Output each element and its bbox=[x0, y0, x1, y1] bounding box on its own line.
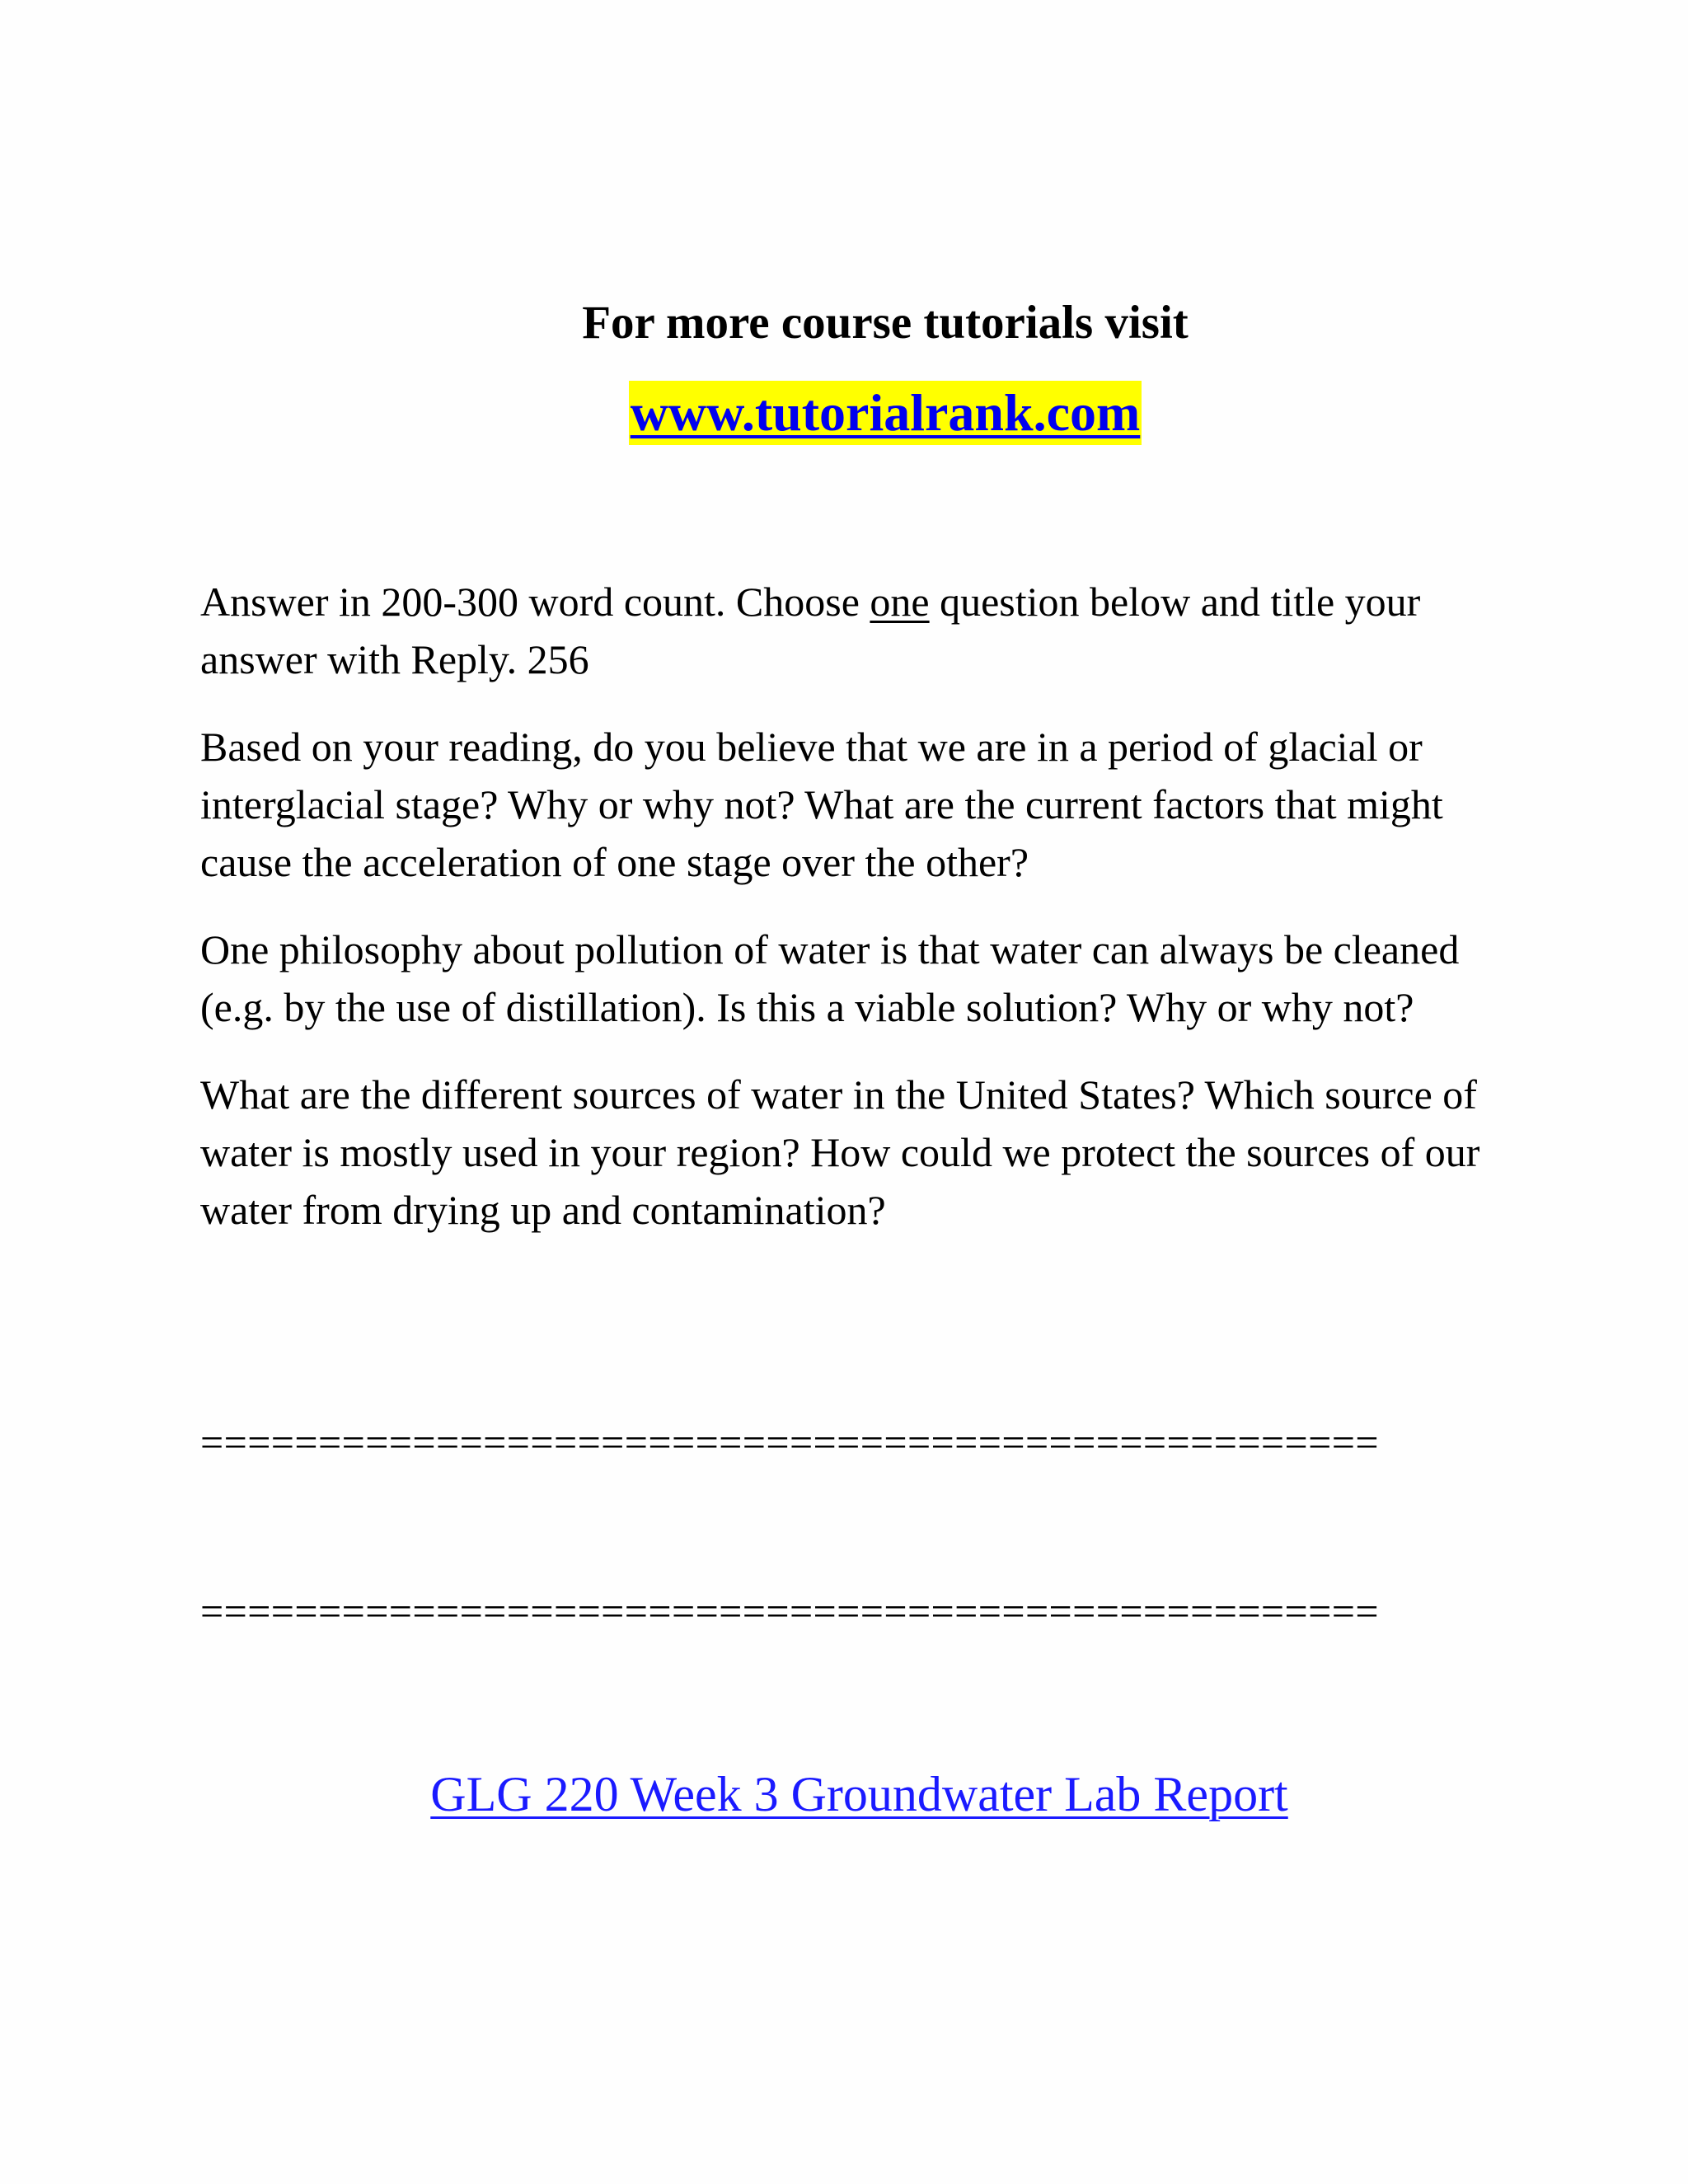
header-title: For more course tutorials visit bbox=[582, 297, 1189, 349]
intro-text-after: question below and title your answer with Reply. 256 bbox=[200, 579, 1421, 682]
intro-emphasis: one bbox=[870, 579, 930, 625]
question-2: One philosophy about pollution of water is that water can always be cleaned (e.g. by the use of distillation). Is this a viable solution? Why or why not? bbox=[200, 926, 1460, 1030]
assignment-body bbox=[200, 573, 1486, 1268]
separator-line: ================================================== bbox=[200, 1419, 1379, 1465]
footer-link-container bbox=[0, 1761, 1688, 1827]
course-title-link[interactable]: GLG 220 Week 3 Groundwater Lab Report bbox=[430, 1767, 1288, 1821]
separator-line: ================================================== bbox=[200, 1588, 1379, 1634]
tutorialrank-link[interactable]: www.tutorialrank.com bbox=[629, 381, 1142, 445]
intro-paragraph bbox=[200, 573, 1486, 688]
question-3: What are the different sources of water in the United States? Which source of water is mostly used in your region? How could we protect the sources of our water from drying up and contamination? bbox=[200, 1071, 1480, 1233]
intro-text-before: Answer in 200-300 word count. Choose bbox=[200, 579, 870, 625]
header-link-container bbox=[0, 381, 1688, 445]
question-1: Based on your reading, do you believe that we are in a period of glacial or interglacial stage? Why or why not? What are the current factors that might cause the acceleration of one stage over the other? bbox=[200, 724, 1443, 885]
